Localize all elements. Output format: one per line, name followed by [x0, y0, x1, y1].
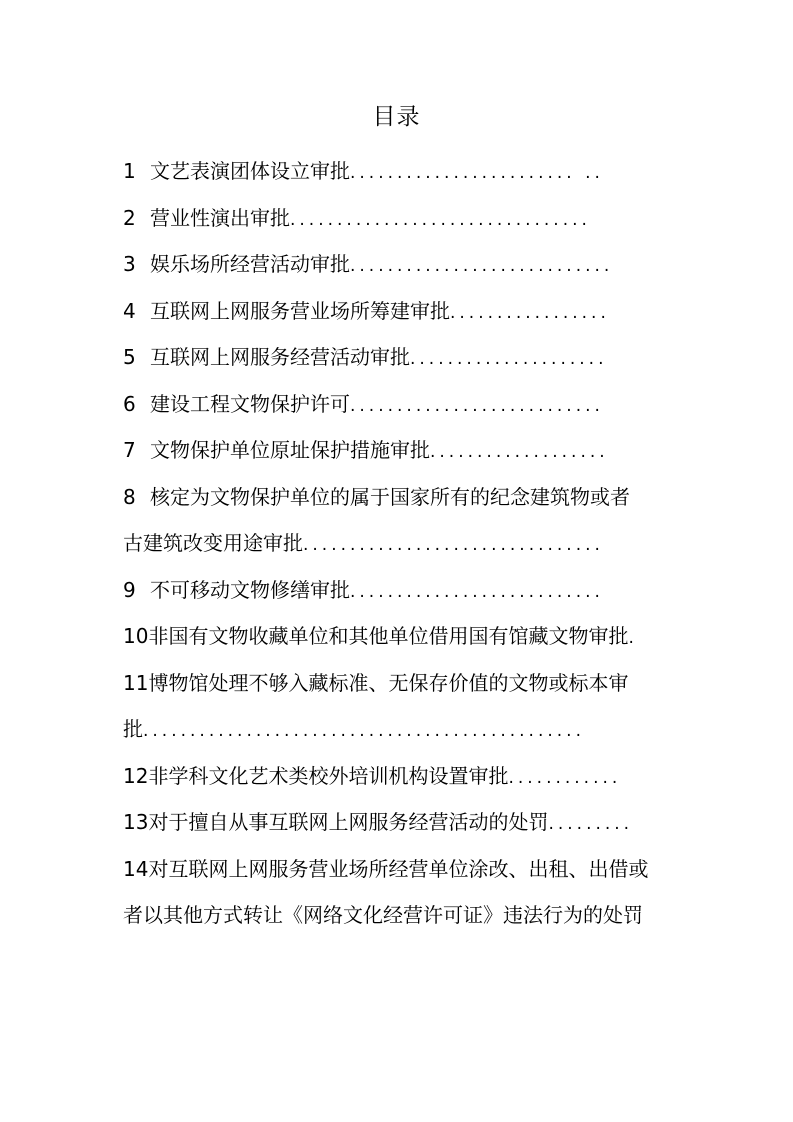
toc-entry — [123, 799, 683, 846]
toc-entry — [123, 427, 683, 474]
toc-entry-number: 11 — [123, 670, 149, 695]
toc-entry-number: 5 — [123, 345, 136, 369]
toc-entry-title: 文物保护单位原址保护措施审批 — [150, 438, 430, 462]
toc-entry-title: 核定为文物保护单位的属于国家所有的纪念建筑物或者 — [150, 484, 630, 509]
toc-entry-title: 互联网上网服务经营活动审批 — [150, 345, 410, 369]
toc-dot-leader: ........................... — [350, 581, 604, 602]
toc-dot-leader: ............................ — [350, 256, 614, 276]
toc-entry — [123, 241, 683, 288]
toc-entry-title: 建设工程文物保护许可 — [150, 391, 350, 416]
toc-entry-number: 6 — [123, 391, 136, 416]
toc-entry-number: 2 — [123, 205, 136, 230]
toc-entry — [123, 195, 683, 242]
toc-entry — [123, 288, 683, 335]
toc-entry-title: 不可移动文物修缮审批 — [150, 577, 350, 602]
toc-entry-title: 文艺表演团体设立审批 — [150, 159, 350, 183]
toc-dot-leader: ................. — [450, 302, 610, 323]
toc-entry-title: 对互联网上网服务营业场所经营单位涂改、出租、出借或 — [148, 856, 649, 881]
toc-entry — [123, 567, 683, 614]
toc-dot-leader: ........................... — [350, 395, 604, 416]
toc-entry-title: 博物馆处理不够入藏标准、无保存价值的文物或标本审 — [148, 670, 629, 695]
toc-entry — [123, 613, 683, 660]
toc-dot-leader: ................................ — [290, 209, 591, 230]
toc-entry — [123, 381, 683, 428]
toc-entry-number: 7 — [123, 438, 136, 462]
toc-entry-number: 10 — [123, 624, 149, 648]
toc-entry — [123, 474, 683, 521]
toc-dot-leader: ..................... — [410, 349, 608, 369]
toc-entry-number: 14 — [123, 856, 149, 881]
toc-entry-number: 4 — [123, 298, 136, 323]
toc-dot-leader: ......... — [548, 814, 634, 834]
toc-entry-title: 非学科文化艺术类校外培训机构设置审批 — [148, 763, 509, 788]
toc-dot-leader: ............ — [508, 767, 622, 788]
toc-entry — [123, 520, 683, 567]
toc-entry-number: 8 — [123, 484, 136, 509]
toc-entry — [123, 148, 683, 195]
toc-entry-title: 批 — [123, 717, 143, 741]
toc-entry — [123, 892, 683, 939]
toc-entry-title: 非国有文物收藏单位和其他单位借用国有馆藏文物审批 — [148, 624, 629, 648]
toc-dot-leader: . — [628, 628, 638, 648]
toc-entry-title: 娱乐场所经营活动审批 — [150, 252, 350, 276]
toc-entry-title: 互联网上网服务营业场所筹建审批 — [150, 298, 450, 323]
toc-entry-number: 13 — [123, 810, 149, 834]
toc-dot-leader: ................................ — [303, 535, 604, 555]
toc-dot-leader: ............................................... — [143, 721, 585, 741]
toc-entry-title: 者以其他方式转让《网络文化经营许可证》违法行为的处罚 — [123, 903, 643, 927]
toc-entry-title: 古建筑改变用途审批 — [123, 531, 303, 555]
toc-entry — [123, 660, 683, 707]
toc-entry-number: 3 — [123, 252, 136, 276]
toc-dot-leader: ........................ .. — [350, 163, 604, 183]
toc-entry-title: 对于擅自从事互联网上网服务经营活动的处罚 — [148, 810, 549, 834]
toc-entry — [123, 334, 683, 381]
toc-entry-number: 9 — [123, 577, 136, 602]
toc-entry — [123, 846, 683, 893]
table-of-contents — [123, 148, 683, 939]
toc-entry-number: 12 — [123, 763, 149, 788]
toc-entry-title: 营业性演出审批 — [150, 205, 290, 230]
toc-dot-leader: ................... — [430, 442, 609, 462]
toc-entry — [123, 753, 683, 800]
toc-entry — [123, 706, 683, 753]
page-title: 目录 — [372, 104, 421, 130]
toc-entry-number: 1 — [123, 159, 136, 183]
